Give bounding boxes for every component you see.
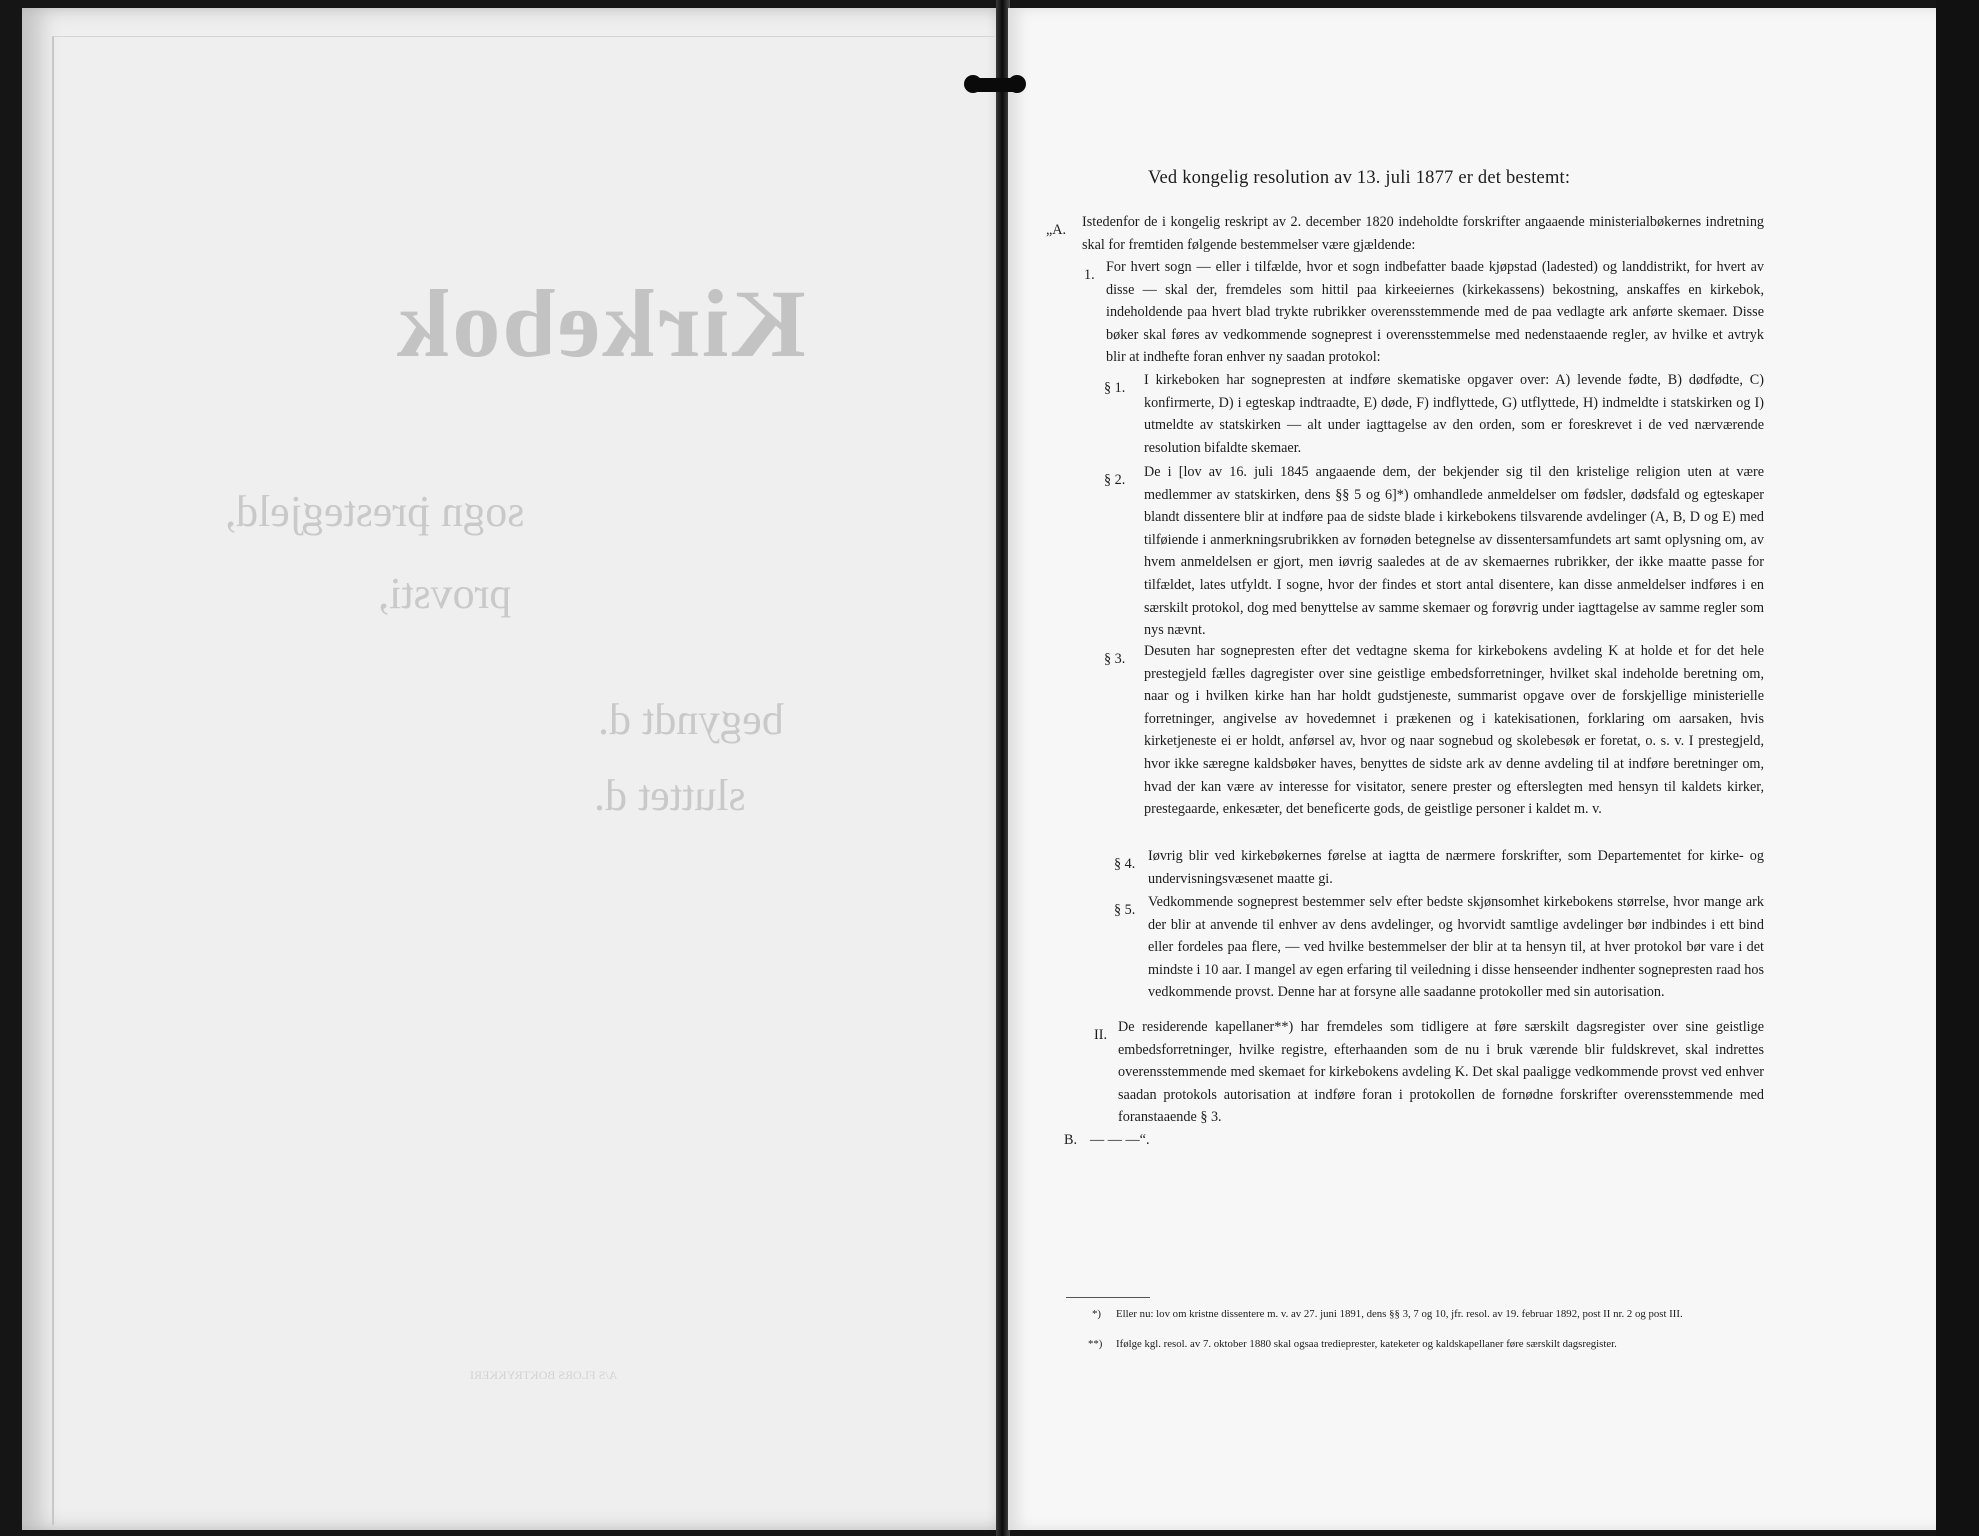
paragraph-3-text: Desuten har sognepresten efter det vedtagne skema for kirkebokens avdeling K at holde et for det hele prestegjeld fælles dagregister over sine geistlige embedsforretninger, hvilket skal indeholde beretning om, naar og i hvilken kirke han har holdt gudstjeneste, summarist opgave over de forskjellige ministerielle forretninger, angivelse av hovedemnet i prækenen og i katekisationen, forklaring om aarsaken, hvis kirketjeneste ei er holdt, anførsel av, hvor og naar sognebud og skolebesøk er foretat, o. s. v. I prestegjeld, hvor ikke særegne kaldsbøker haves, benyttes de sidste ark av denne avdeling til at indføre beretninger om, hvad der kan være av interesse for visitator, senere prester og efterslegten med hensyn til kaldets kirker, prestegaarde, enkesæter, det beneficerte gods, de geistlige personer i kaldet m. v. — [1144, 643, 1764, 818]
left-page-border — [52, 36, 994, 1525]
paragraph-1-marker: § 1. — [1104, 380, 1126, 396]
item-1-text: For hvert sogn — eller i tilfælde, hvor et sogn indbefatter baade kjøpstad (ladested) og landdistrikt, for hvert av disse — skal der, fremdeles som hittil paa kirkeeiernes (kirkekassens) bekostning, anskaffes en kirkebok, indeholdende paa hvert blad trykte rubrikker overensstemmende med de paa vedlagte ark anførte skemaer. Disse bøker skal føres av vedkommende sogneprest i overensstemmelse med nedenstaaende regler, av hvilke et avtryk blir at indhefte foran enhver ny saadan protokol: — [1106, 259, 1764, 366]
ghost-title: Kirkebok — [395, 270, 806, 377]
footnote-2-text: Ifølge kgl. resol. av 7. oktober 1880 skal ogsaa tredieprester, kateketer og kaldskapellaner føre særskilt dagsregister. — [1116, 1338, 1617, 1350]
paragraph-4-text: Iøvrig blir ved kirkebøkernes førelse at iagtta de nærmere forskrifter, som Departementet for kirke- og undervisningsvæsenet maatte gi. — [1148, 848, 1764, 887]
footnote-1-marker: *) — [1092, 1308, 1101, 1320]
paragraph-2-text: De i [lov av 16. juli 1845 angaaende dem, der bekjender sig til den kristelige religion uten at være medlemmer av statskirken, dens §§ 5 og 6]*) omhandlede anmeldelser om fødsler, dødsfald og egteskaper blandt dissentere blir at indføre paa de sidste blade i kirkebokens tilsvarende avdelinger (A, B, D og E) med tilføiende i anmerkningsrubrikken av fornøden betegnelse av dissentersamfundets art samt oplysning om, av hvem anmeldelsen er gjort, men iøvrig saaledes at de av skemaernes rubrikker, der ikke maatte passe for tilfældet, lates utfyldt. I sogne, hvor der findes et stort antal disentere, kan disse anmeldelser indføres i en særskilt protokol, dog med benyttelse av samme skemaer og forøvrig under iagttagelse av samme regler som nys nævnt. — [1144, 464, 1764, 639]
ghost-line-sogn: sogn i — [418, 487, 525, 536]
ghost-line-sluttet: sluttet d. — [594, 771, 746, 820]
ghost-line-prestegjeld: prestegjeld, — [225, 487, 430, 536]
footnote-rule — [1066, 1297, 1150, 1298]
item-2-text: De residerende kapellaner**) har fremdeles som tidligere at føre særskilt dagsregister over sine geistlige embedsforretninger, hvilke registre, efterhaanden som de nu i bruk værende blir fuldskrevet, skal indrettes overensstemmende med skemaet for kirkebokens avdeling K. Det skal paaligge vedkommende provst ved enhver saadan protokols autorisation at indføre foran i protokollen de fornødne forskrifter overensstemmende med foranstaaende § 3. — [1118, 1019, 1764, 1126]
paragraph-1-text: I kirkeboken har sognepresten at indføre skematiske opgaver over: A) levende fødte, B) dødfødte, C) konfirmerte, D) i egteskap indtraadte, E) døde, F) indflyttede, G) utflyttede, H) indmeldte i statskirken og I) utmeldte av statskirken — alt under iagttagelse av den orden, som er foreskrevet i de ved nærværende resolution bifaldte skemaer. — [1144, 372, 1764, 456]
section-b-marker: B. — [1064, 1132, 1078, 1148]
section-a-marker: „A. — [1046, 222, 1067, 238]
section-a-text: Istedenfor de i kongelig reskript av 2. december 1820 indeholdte forskrifter angaaende ministerialbøkernes indretning skal for fremtiden følgende bestemmelser være gjældende: — [1082, 214, 1764, 253]
ghost-printer: A/S FLORS BOKTRYKKERI — [470, 1368, 618, 1382]
paragraph-5-marker: § 5. — [1114, 902, 1136, 918]
footnote-1-text: Eller nu: lov om kristne dissentere m. v. av 27. juni 1891, dens §§ 3, 7 og 10, jfr. resol. av 19. februar 1892, post II nr. 2 og post III. — [1116, 1308, 1683, 1320]
left-page — [22, 8, 1000, 1530]
ghost-line-begyndt: begyndt d. — [598, 695, 784, 744]
footnote-2-marker: **) — [1088, 1338, 1103, 1350]
paragraph-3-marker: § 3. — [1104, 651, 1126, 667]
scan-right-edge — [1936, 0, 1979, 1536]
item-2-marker: II. — [1094, 1027, 1107, 1043]
ghost-line-provsti: provsti, — [378, 569, 512, 618]
item-1-marker: 1. — [1084, 267, 1095, 283]
paragraph-5-text: Vedkommende sogneprest bestemmer selv efter bedste skjønsomhet kirkebokens størrelse, hvor mange ark der blir at anvende til enhver av dens avdelinger, og hvorvidt samtlige avdelinger bør indbindes i ett bind eller fordeles paa flere, — ved hvilke bestemmelser der blir at ta hensyn til, at hver protokol bør vare i det mindste i 10 aar. I mangel av egen erfaring til veiledning i disse henseender indhenter sognepresten raad hos vedkommende provst. Denne har at forsyne alle saadanne protokoller med sin autorisation. — [1148, 894, 1764, 1001]
paragraph-4-marker: § 4. — [1114, 856, 1136, 872]
paragraph-2-marker: § 2. — [1104, 472, 1126, 488]
section-b-text: — — —“. — [1090, 1132, 1150, 1148]
binding-clip — [968, 78, 1022, 92]
page-heading: Ved kongelig resolution av 13. juli 1877 er det bestemt: — [1148, 168, 1571, 188]
